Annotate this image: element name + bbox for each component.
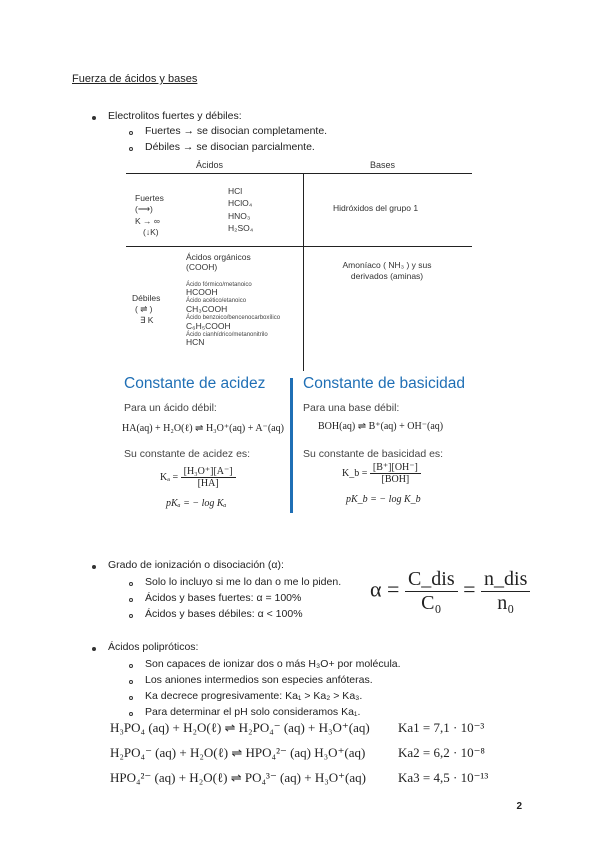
constants-divider	[290, 378, 293, 513]
circle-bullet-icon	[129, 582, 133, 586]
acid-ka-ratio: $\frac{\text{[H₃O⁺][A⁻]}}{[HA]}$	[181, 466, 236, 489]
strong-bases: Hidróxidos del grupo 1	[333, 203, 419, 213]
base-constant-title: Constante de basicidad	[303, 375, 466, 392]
table-header-acids: Ácidos	[196, 160, 224, 170]
acid-constant-intro: Su constante de acidez es:	[124, 448, 251, 460]
reaction-line: HPO₄²⁻ (aq) + H₂O(ℓ) ⇌ PO₄³⁻ (aq) + H₃O⁺(aq)	[110, 770, 366, 785]
section1-item: Débiles → se disocian parcialmente.	[145, 141, 315, 153]
circle-bullet-icon	[129, 712, 133, 716]
weak-label: Débiles ( ⇌ ) ∃ K	[132, 293, 161, 326]
strong-acids-list: HCl HClO₄ HNO₃ H₂SO₄	[228, 186, 254, 233]
section3-heading: Ácidos polipróticos:	[108, 641, 199, 653]
acid-reaction: HA(aq) + H₂O(ℓ) ⇌ H₃O⁺(aq) + A⁻(aq)	[122, 423, 284, 434]
table-top-rule	[126, 173, 472, 174]
page-title: Fuerza de ácidos y bases	[72, 73, 198, 85]
acid-pka: pKₐ = − log Kₐ	[166, 498, 227, 509]
bullet-icon	[92, 647, 96, 651]
reaction-k: Ka2 = 6,2 · 10⁻⁸	[398, 745, 485, 760]
circle-bullet-icon	[129, 614, 133, 618]
base-kb-formula: K_b = $\frac{[B^+][OH^-]}{\text{[BOH]}}$	[342, 462, 421, 485]
base-reaction: BOH(aq) ⇌ B⁺(aq) + OH⁻(aq)	[318, 421, 444, 432]
circle-bullet-icon	[129, 680, 133, 684]
section2-item: Solo lo incluyo si me lo dan o me lo piden.	[145, 576, 342, 588]
bullet-icon	[92, 565, 96, 569]
reaction-line: H₂PO₄⁻ (aq) + H₂O(ℓ) ⇌ HPO₄²⁻ (aq) H₃O⁺(aq)	[110, 745, 366, 760]
circle-bullet-icon	[129, 598, 133, 602]
section3-item: Son capaces de ionizar dos o más H₃O+ por molécula.	[145, 658, 401, 670]
section2-item: Ácidos y bases fuertes: α = 100%	[145, 592, 302, 604]
section3-item: Ka decrece progresivamente: Ka₁ > Ka₂ > Ka₃.	[145, 690, 363, 702]
circle-bullet-icon	[129, 664, 133, 668]
reaction-k: Ka3 = 4,5 · 10⁻¹³	[398, 770, 489, 785]
acid-ka-formula: Kₐ = $\frac{\text{[H₃O⁺][A⁻]}}{[HA]}$	[160, 466, 236, 489]
acid-intro: Para un ácido débil:	[124, 402, 217, 414]
alpha-ratio-c: $\frac{\text{C\_dis}}{\text{C₀}}$	[405, 568, 458, 615]
weak-acids-list: Ácidos orgánicos (COOH) Ácido fórmico/metanoico HCOOH Ácido acético/etanoico CH₃COOH Ácido benzoico/bencenocarboxílico C₆H₅COOH Ácido cianhídrico/metanonitrilo HCN	[186, 252, 281, 348]
weak-bases: Amoníaco ( NH₃ ) y sus derivados (aminas)	[342, 260, 432, 281]
base-kb-ratio: $\frac{[B^+][OH^-]}{\text{[BOH]}}$	[370, 462, 421, 485]
circle-bullet-icon	[129, 696, 133, 700]
base-pkb: pK_b = − log K_b	[346, 494, 421, 505]
circle-bullet-icon	[129, 131, 133, 135]
base-constant-intro: Su constante de basicidad es:	[303, 448, 444, 460]
reaction-line: H₃PO₄ (aq) + H₂O(ℓ) ⇌ H₂PO₄⁻ (aq) + H₃O⁺(aq)	[110, 720, 370, 735]
table-mid-rule	[126, 246, 472, 247]
section2-heading: Grado de ionización o disociación (α):	[108, 559, 284, 571]
acid-constant-title: Constante de acidez	[124, 375, 266, 392]
table-divider	[303, 173, 304, 371]
section3-item: Para determinar el pH solo consideramos Ka₁.	[145, 706, 361, 718]
circle-bullet-icon	[129, 147, 133, 151]
section1-heading: Electrolitos fuertes y débiles:	[108, 110, 242, 122]
section3-item: Los aniones intermedios son especies anfóteras.	[145, 674, 373, 686]
table-header-bases: Bases	[370, 160, 396, 170]
alpha-formula: α = $\frac{\text{C\_dis}}{\text{C₀}}$ = $\frac{\text{n\_dis}}{\text{n₀}}$	[370, 568, 530, 615]
bullet-icon	[92, 116, 96, 120]
section1-item: Fuertes → se disocian completamente.	[145, 125, 328, 137]
section2-item: Ácidos y bases débiles: α < 100%	[145, 608, 303, 620]
base-intro: Para una base débil:	[303, 402, 400, 414]
alpha-ratio-n: $\frac{\text{n\_dis}}{\text{n₀}}$	[481, 568, 530, 615]
reaction-k: Ka1 = 7,1 · 10⁻³	[398, 720, 485, 735]
page-number: 2	[516, 801, 522, 812]
strong-label: Fuertes (⟶) K → ∞ (↓K)	[135, 193, 164, 238]
